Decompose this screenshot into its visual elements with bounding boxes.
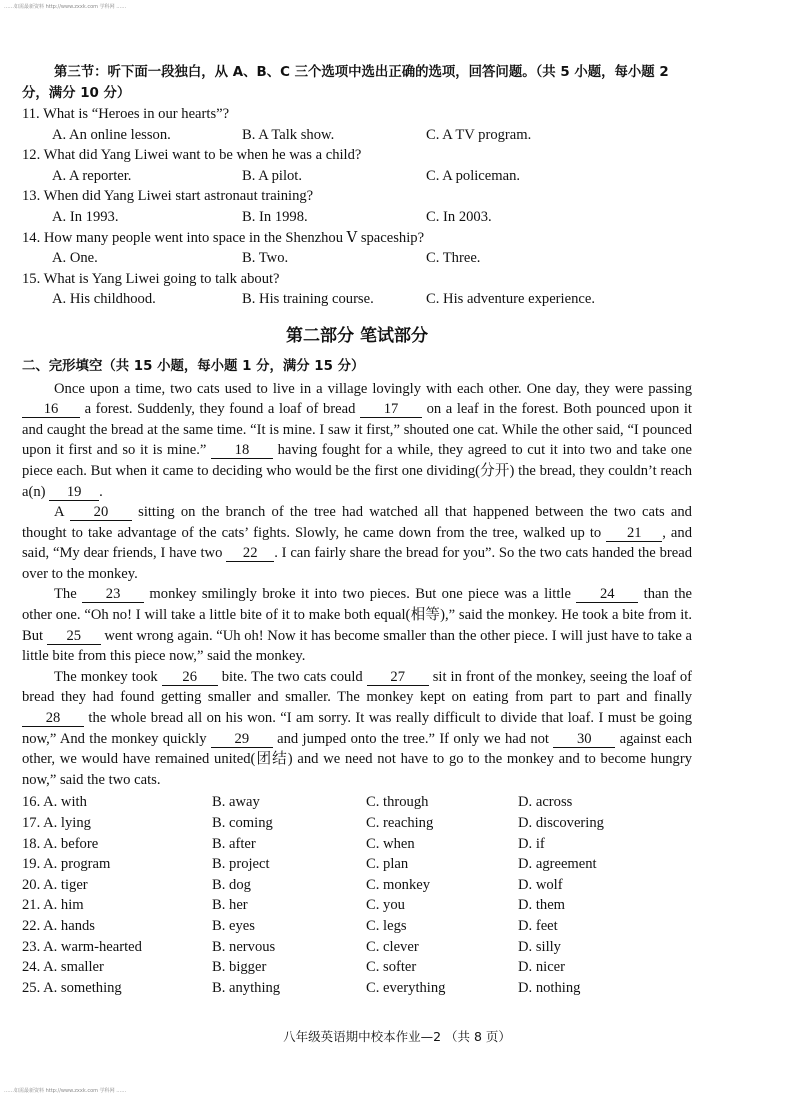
blank-24: 24 <box>576 586 638 603</box>
option-a: A. One. <box>52 250 98 267</box>
option-row-21 <box>22 895 692 916</box>
option-c: C. plan <box>366 856 409 873</box>
option-c: C. A policeman. <box>426 167 521 184</box>
cloze-heading: 二、完形填空（共 15 小题，每小题 1 分，满分 15 分） <box>22 358 365 374</box>
question-text: 11. What is “Heroes in our hearts”? <box>22 106 230 122</box>
option-b: B. A Talk show. <box>242 126 335 143</box>
option-d: D. across <box>518 794 573 811</box>
option-a: A. An online lesson. <box>52 126 171 143</box>
text-run: on a leaf in the forest. Both pounced upon it and caught the bread at the same time. “It is mine. I saw it first,” shouted one cat. While the other said, “I pounced upon it first and so it is mine.” <box>22 401 692 459</box>
text-run: having fought for a while, they agreed to cut it into two and take one piece each. But when it came to deciding who would be the first one dividing(分开) the bread, they couldn’t reach a(n) <box>22 442 692 500</box>
option-c: C. through <box>366 794 429 811</box>
blank-30: 30 <box>553 731 615 748</box>
option-a: 19. A. program <box>22 856 111 873</box>
text-run: The monkey took <box>54 668 162 685</box>
option-c: C. when <box>366 835 415 852</box>
option-a: A. His childhood. <box>52 291 156 308</box>
text-run: monkey smilingly broke it into two pieces. But one piece was a little <box>144 586 577 603</box>
blank-23: 23 <box>82 586 144 603</box>
blank-18: 18 <box>211 442 273 459</box>
option-a: 23. A. warm-hearted <box>22 938 142 955</box>
page-footer: 八年级英语期中校本作业—2 （共 8 页） <box>283 1029 511 1044</box>
text-run: sit in front of the monkey, seeing the loaf of bread they had found getting smaller and smaller. The monkey kept on eating from part to part and finally <box>22 668 692 706</box>
option-a: 21. A. him <box>22 897 84 914</box>
blank-29: 29 <box>211 731 273 748</box>
option-row-22 <box>22 916 692 937</box>
option-a: A. In 1993. <box>52 208 119 225</box>
text-run: . I can fairly share the bread for you”. So the two cats handed the bread over to the monkey. <box>22 545 693 582</box>
option-a: 25. A. something <box>22 979 122 996</box>
text-run: . <box>99 483 103 500</box>
blank-26: 26 <box>162 669 218 686</box>
option-row-23 <box>22 937 692 958</box>
blank-20: 20 <box>70 504 132 521</box>
option-row-17 <box>22 813 692 834</box>
option-b: B. her <box>212 897 248 914</box>
part2-title: 第二部分 笔试部分 <box>286 325 428 346</box>
text-run: A <box>54 504 70 521</box>
exam-page <box>22 62 692 998</box>
option-b: B. eyes <box>212 917 255 934</box>
blank-19: 19 <box>49 484 99 501</box>
question-text: 14. How many people went into space in the Shenzhou Ⅴ spaceship? <box>22 229 425 246</box>
option-d: D. nicer <box>518 959 566 976</box>
option-d: D. feet <box>518 917 558 934</box>
question-text: 12. What did Yang Liwei want to be when he was a child? <box>22 147 362 164</box>
text-run: , and said, “My dear friends, I have two <box>22 524 693 562</box>
option-b: B. His training course. <box>242 291 374 308</box>
option-a: A. A reporter. <box>52 167 132 184</box>
option-c: C. softer <box>366 959 417 976</box>
listening-question-12 <box>22 145 692 186</box>
section3-instruction: 第三节：听下面一段独白，从 A、B、C 三个选项中选出正确的选项，回答问题。（共 5 小题，每小题 2 分，满分 10 分） <box>22 65 669 101</box>
option-c: C. you <box>366 897 405 914</box>
option-row-16 <box>22 792 692 813</box>
option-b: B. project <box>212 856 270 873</box>
text-run: The <box>54 586 83 603</box>
option-c: C. reaching <box>366 815 434 831</box>
blank-21: 21 <box>606 525 662 542</box>
cloze-paragraph-2 <box>22 502 692 584</box>
option-a: 18. A. before <box>22 835 99 852</box>
option-d: D. agreement <box>518 856 597 873</box>
option-row-25 <box>22 978 692 999</box>
watermark-bottom: ……如需最新资料 http://www.zxxk.com 学科网 …… <box>4 1088 127 1094</box>
listening-question-14 <box>22 228 692 269</box>
option-d: D. wolf <box>518 876 563 893</box>
blank-25: 25 <box>47 628 101 645</box>
option-a: 24. A. smaller <box>22 959 104 976</box>
listening-question-13 <box>22 186 692 227</box>
option-b: B. coming <box>212 815 273 831</box>
option-b: B. away <box>212 794 260 811</box>
blank-27: 27 <box>367 669 429 686</box>
question-text: 15. What is Yang Liwei going to talk about? <box>22 270 280 287</box>
listening-question-11 <box>22 104 692 145</box>
cloze-options <box>22 792 692 998</box>
option-row-19 <box>22 854 692 875</box>
cloze-paragraph-4 <box>22 667 692 791</box>
option-c: C. legs <box>366 917 407 934</box>
text-run: against each other, we would have remained united(团结) and we need not have to go to the monkey and to become hungry now,” said the two cats. <box>22 730 692 788</box>
option-a: 16. A. with <box>22 794 87 811</box>
option-a: 17. A. lying <box>22 815 91 831</box>
option-b: B. dog <box>212 876 251 893</box>
blank-28: 28 <box>22 710 84 727</box>
text-run: sitting on the branch of the tree had watched all that happened between the two cats and thought to take advantage of the cats’ fights. Slowly, he came down from the tree, walked up to <box>22 504 692 541</box>
text-run: than the other one. “Oh no! I will take a little bite of it to make both equal(相等),” said the monkey. He took a bite from it. But <box>22 586 692 644</box>
option-b: B. bigger <box>212 959 267 976</box>
text-run: the whole bread all on his won. “I am sorry. It was really difficult to divide that loaf. I must be going now,” And the monkey quickly <box>22 710 692 747</box>
cloze-paragraph-3 <box>22 584 692 666</box>
blank-22: 22 <box>226 545 274 562</box>
text-run: went wrong again. “Uh oh! Now it has become smaller than the other piece. I will just have to take a little bite from this piece now,” said the monkey. <box>22 627 693 665</box>
option-b: B. after <box>212 835 256 852</box>
option-c: C. In 2003. <box>426 208 492 225</box>
option-b: B. anything <box>212 979 281 996</box>
text-run: Once upon a time, two cats used to live in a village lovingly with each other. One day, they were passing <box>54 380 692 397</box>
question-text: 13. When did Yang Liwei start astronaut training? <box>22 188 314 205</box>
option-c: C. His adventure experience. <box>426 291 595 308</box>
option-c: C. A TV program. <box>426 126 532 143</box>
option-d: D. them <box>518 897 566 914</box>
option-a: 22. A. hands <box>22 917 95 934</box>
option-row-24 <box>22 957 692 978</box>
option-a: 20. A. tiger <box>22 876 88 893</box>
watermark-top: ……如需最新资料 http://www.zxxk.com 学科网 …… <box>4 4 127 10</box>
option-c: C. everything <box>366 979 446 996</box>
text-run: and jumped onto the tree.” If only we had not <box>272 730 554 747</box>
text-run: a forest. Suddenly, they found a loaf of bread <box>80 401 360 418</box>
option-c: C. Three. <box>426 250 481 267</box>
cloze-paragraph-1 <box>22 379 692 503</box>
listening-question-15 <box>22 269 692 310</box>
option-b: B. A pilot. <box>242 167 303 184</box>
option-b: B. nervous <box>212 938 276 955</box>
option-c: C. monkey <box>366 876 431 893</box>
option-d: D. silly <box>518 938 561 955</box>
blank-16: 16 <box>22 401 80 418</box>
blank-17: 17 <box>360 401 422 418</box>
option-row-18 <box>22 834 692 855</box>
option-d: D. nothing <box>518 979 581 996</box>
option-c: C. clever <box>366 938 419 955</box>
option-b: B. Two. <box>242 250 289 267</box>
option-row-20 <box>22 875 692 896</box>
option-d: D. discovering <box>518 815 604 831</box>
option-b: B. In 1998. <box>242 208 308 225</box>
text-run: bite. The two cats could <box>217 668 367 685</box>
option-d: D. if <box>518 835 545 852</box>
